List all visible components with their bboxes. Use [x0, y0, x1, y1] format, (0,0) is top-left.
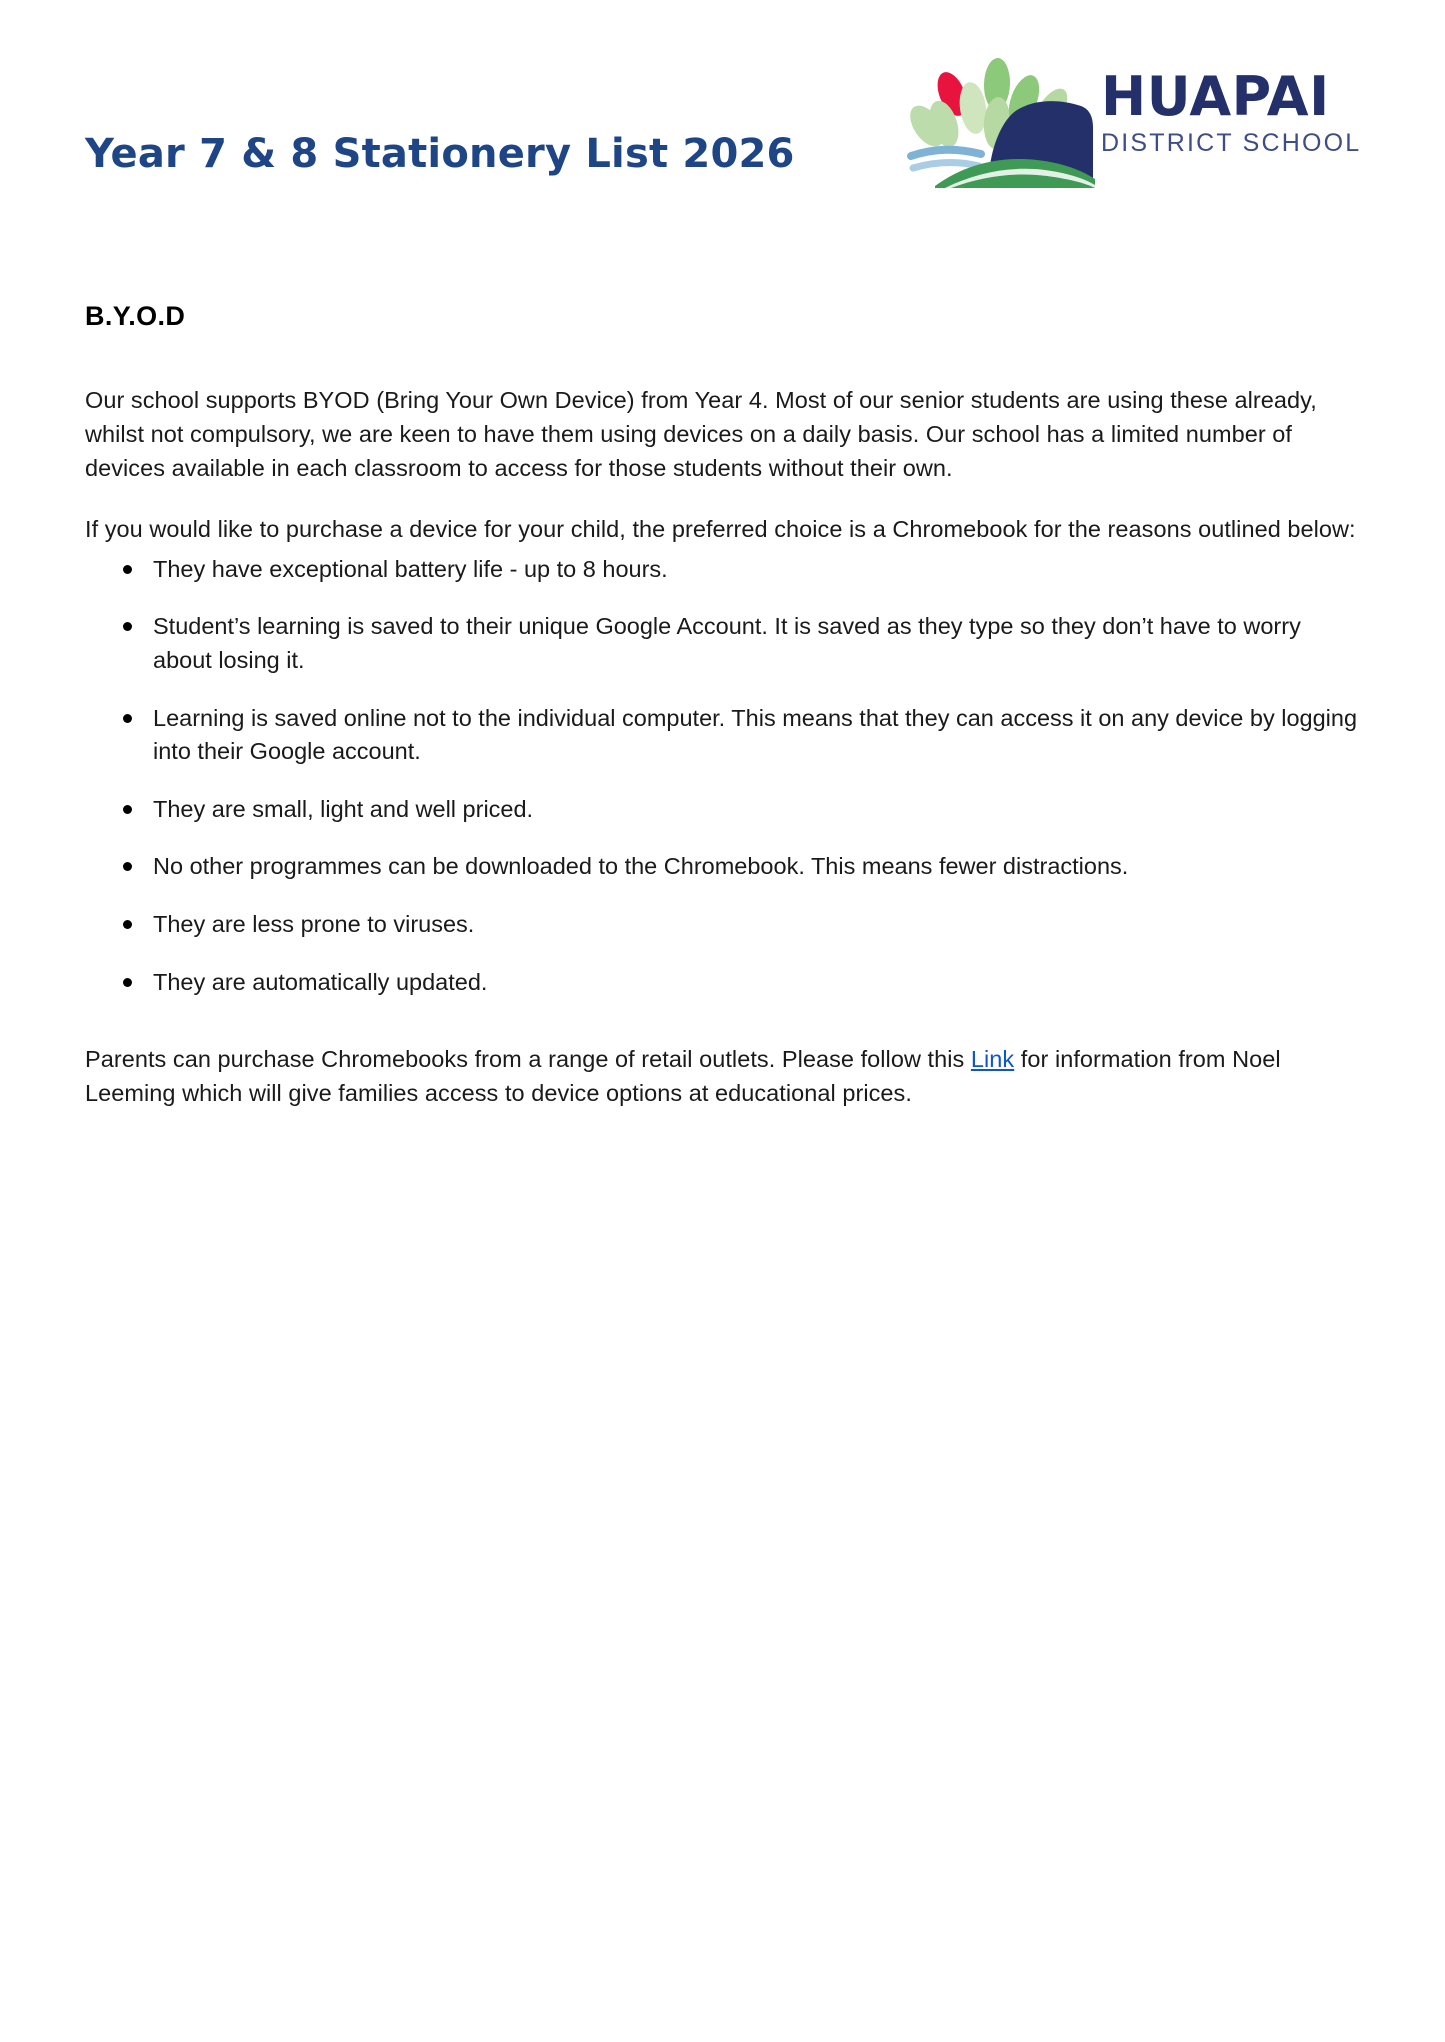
bullet-dot-icon — [123, 978, 132, 987]
list-item — [85, 966, 1360, 1000]
list-item — [85, 702, 1360, 769]
list-item — [85, 908, 1360, 942]
bullet-dot-icon — [123, 714, 132, 723]
list-item — [85, 553, 1360, 587]
list-item-label: No other programmes can be downloaded to the Chromebook. This means fewer distractions. — [153, 853, 1129, 880]
paragraph-preference-lead: If you would like to purchase a device for your child, the preferred choice is a Chromebook for the reasons outlined below: — [85, 516, 1356, 543]
closing-text-after-link: for information from Noel Leeming which will give families access to device options at educational prices. — [85, 1046, 1281, 1106]
list-item — [85, 793, 1360, 827]
list-item-label: They have exceptional battery life - up to 8 hours. — [153, 555, 668, 582]
noel-leeming-link[interactable]: Link — [970, 1046, 1015, 1073]
bullet-dot-icon — [123, 805, 132, 814]
list-item-label: Learning is saved online not to the individual computer. This means that they can access it on any device by logging into their Google account. — [153, 704, 1358, 765]
closing-text-before-link: Parents can purchase Chromebooks from a range of retail outlets. Please follow this — [85, 1046, 971, 1073]
chromebook-benefits-list — [85, 553, 1360, 999]
bullet-dot-icon — [123, 920, 132, 929]
page-title: Year 7 & 8 Stationery List 2026 — [85, 131, 795, 177]
logo-word-huapai: HUAPAI — [1101, 65, 1330, 128]
list-item-label: They are automatically updated. — [153, 968, 488, 995]
paragraph-byod-intro: Our school supports BYOD (Bring Your Own Device) from Year 4. Most of our senior students are using these already, whilst not compulsory, we are keen to have them using devices on a daily basis. Our school has a limited number of devices available in each classroom to access for those students without their own. — [85, 387, 1317, 481]
list-item — [85, 610, 1360, 677]
document-header — [0, 0, 1445, 230]
list-item — [85, 850, 1360, 884]
school-logo — [905, 48, 1375, 188]
paragraph-closing — [85, 1043, 1360, 1110]
bullet-dot-icon — [123, 565, 132, 574]
bullet-dot-icon — [123, 622, 132, 631]
logo-subtitle-district-school: DISTRICT SCHOOL — [1101, 129, 1362, 157]
bullet-dot-icon — [123, 862, 132, 871]
list-item-label: They are less prone to viruses. — [153, 910, 475, 937]
logo-wordmark — [1101, 65, 1375, 157]
list-bottom-spacer — [85, 999, 1360, 1043]
list-item-label: Student’s learning is saved to their unique Google Account. It is saved as they type so they don’t have to worry about losing it. — [153, 613, 1301, 673]
huapai-logo-mark-icon — [905, 48, 1095, 188]
document-body — [85, 300, 1360, 1110]
section-heading-byod: B.Y.O.D — [85, 301, 186, 331]
list-item-label: They are small, light and well priced. — [153, 795, 534, 822]
